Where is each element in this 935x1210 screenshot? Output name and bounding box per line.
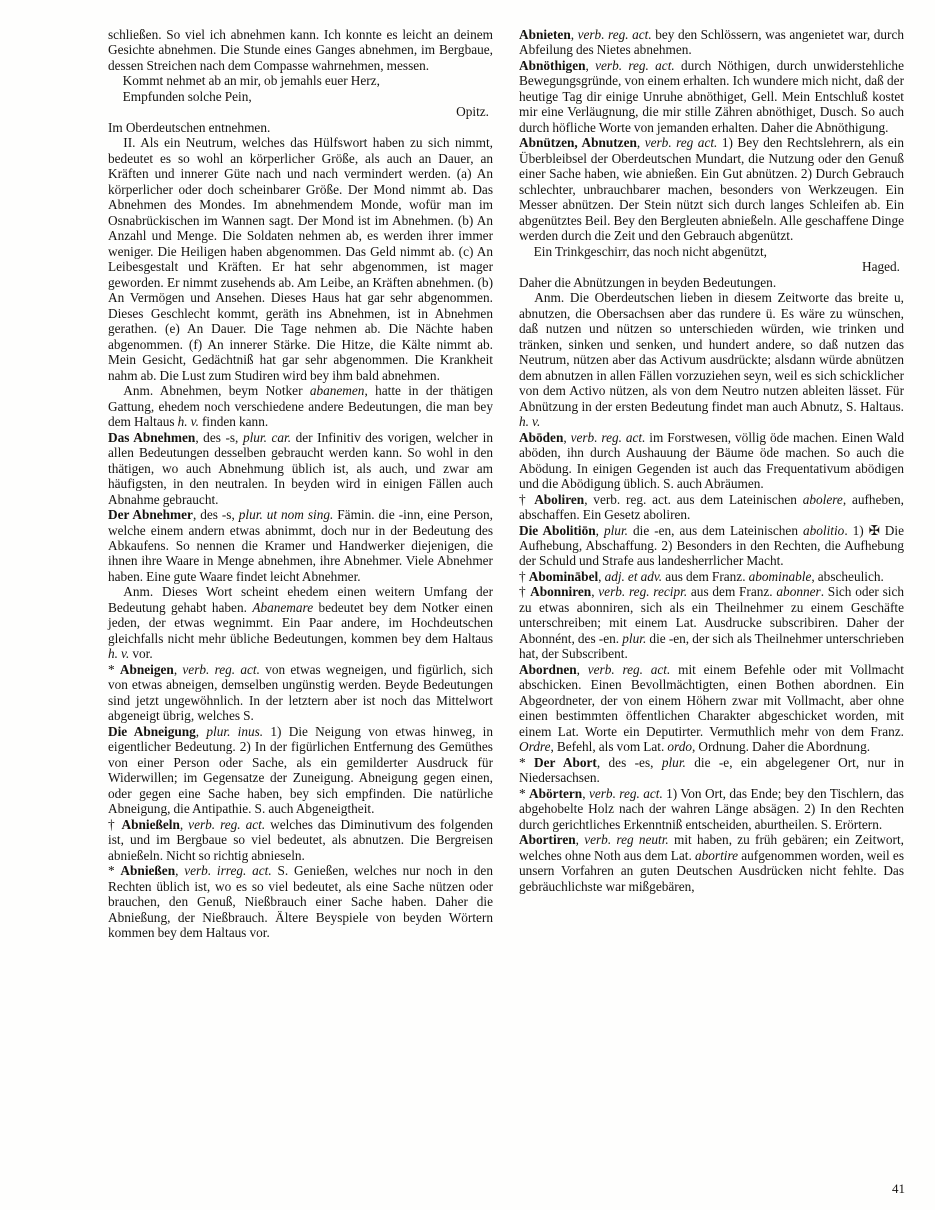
entry-aboeden: [519, 430, 904, 492]
text-run: verb. reg. act.: [587, 661, 671, 677]
text-run: verb. reg act.: [644, 135, 718, 151]
text-run: abolere: [802, 491, 843, 507]
text-run: II. Als ein Neutrum, welches das Hülfswort haben zu sich nimmt, bedeutet es so wohl an körperlicher Größe, als auch an Dauer, an Kräften und innerer Güte nach und nach vermindert werden. (a) An körperlicher oder doch scheinbarer Größe. Der Mond nimmt ab. Das Abnehmen des Mondes. Im abnehmendem Monde, wofür man im Osnabrückischen im Wannen sagt. Der Mond ist im Abnehmen. (b) An Anzahl und Menge. Die Soldaten nehmen ab, es werden ihrer immer weniger. Die Heiligen haben abgenommen. Das Geld nimmt ab. (c) An Leibesgestalt und Kräften. Er hat sehr abgenommen, ist mager geworden. Er nimmt zusehends ab. Am Leibe, an Kräften abnehmen. (b) An Vermögen und Ansehen. Dieses Haus hat gar sehr abgenommen. Dieses Geschlecht kommt, geräth ins Abnehmen, ist in Abnehmen gerathen. (e) An Dauer. Die Tage nehmen ab. Die Nächte haben abgenommen. (f) An innerer Stärke. Die Hitze, die Kälte nimmt ab. Mein Gesicht, Gedächtniß hat gar sehr abgenommen. Die Krankheit nahm ab. Die Lust zum Studiren wird bey ihm bald abnehmen.: [108, 135, 493, 383]
text-run: verb. reg. act.: [588, 785, 663, 801]
text-run: plur. car.: [242, 429, 292, 445]
text-run: im Forstwesen, völlig öde machen. Einen Wald aböden, ihn durch Aushauung der Bäume öde machen. So auch die Abödung. In einigen Gegenden ist auch das Frequentativum abödigen und die Abödigung üblich. S. auch Abräumen.: [519, 429, 904, 492]
text-run: finden kann.: [198, 414, 269, 430]
text-run: 1) Bey den Rechtslehrern, als ein Überbleibsel der Oberdeutschen Mundart, die Nutzung oder den Genuß einer Sache haben, wie abnießen. Ein Gut abnützen. 2) Durch Gebrauch schlechter, unbrauchbarer machen, besonders von Werkzeugen. Ein Messer abnützen. Der Stein nützt sich durch langes Schleifen ab. Ein abgenütztes Beil. Bey den Bergleuten abnießeln. Alle geschaffene Dinge werden durch die Zeit und den Gebrauch abgenützt.: [519, 135, 904, 244]
text-run: abanemen: [309, 383, 365, 399]
text-run: der Infinitiv des vorigen, welcher in allen Bedeutungen desselben gebraucht werden kann. So wohl in den thätigen, wo auch Abnehmung üblich ist, als auch, und zwar am häufigsten, in den neutralen. In beyden wird in einigen Fällen auch Abnahme gebraucht.: [108, 429, 493, 507]
text-run: die -en, aus dem Lateinischen: [628, 522, 803, 538]
text-run: 1) Die Neigung von etwas hinweg, in eigentlicher Bedeutung. 2) In der figürlichen Entfernung des Gemüthes von einer Person oder Sache, als ein gemilderter Ausdruck für Widerwillen; im Gegensatze der Zuneigung. Abneigung gegen einen, oder gegen eine Sache haben, bey sich empfinden. Die natürliche Abneigung, die Antipathie. S. auch Abgeneigtheit.: [108, 723, 493, 817]
continuation-paragraph: [108, 27, 493, 73]
text-run: Empfunden solche Pein,: [122, 88, 252, 104]
text-run: verb. irreg. act.: [184, 863, 272, 879]
text-run: verb. reg. act.: [182, 661, 260, 677]
headword: Abordnen: [519, 661, 577, 677]
text-run: ,: [591, 584, 599, 600]
text-run: *: [519, 785, 530, 801]
text-run: abominable: [748, 568, 812, 584]
text-run: , aufheben, abschaffen. Ein Gesetz aboliren.: [519, 491, 904, 523]
text-run: ,: [195, 723, 207, 739]
text-run: schließen. So viel ich abnehmen kann. Ich konnte es leicht an deinem Gesichte abnehmen. Die Stunde eines Ganges abnehmen, im Bergbaue, dessen Streichen nach dem Compasse wahrnehmen, messen.: [108, 27, 493, 73]
entry-abominabel: [519, 569, 904, 584]
entry-abniessen: [108, 863, 493, 940]
text-run: durch Nöthigen, durch unwiderstehliche Bewegungsgründe, von einem erhalten. Ich wundere mich nicht, daß der heutige Tag dir einige Unruhe abnöthiget, Gell. Mein Entschluß kostet mir eine Verläugnung, die mir stille Zähren abnöthiget, Dusch. So auch durch höfliche Worte von jemanden erhalten. Daher die Abnöthigung.: [519, 57, 904, 135]
text-run: plur. inus.: [206, 723, 264, 739]
text-run: ,: [598, 568, 605, 584]
headword: Der Abnehmer: [108, 507, 193, 523]
headword: Abōden: [519, 429, 564, 445]
text-run: bedeutet bey dem Notker einen jeden, der etwas wegnimmt. Ein Paar andere, im Hochdeutschen gleichfalls nicht mehr übliche Bedeutungen, kommen bey dem Haltaus: [108, 599, 493, 646]
verse-line: [108, 73, 493, 88]
text-run: †: [519, 491, 535, 507]
text-run: Daher die Abnützungen in beyden Bedeutungen.: [519, 274, 777, 290]
text-run: aus dem Franz.: [687, 584, 777, 600]
text-run: plur.: [603, 522, 628, 538]
text-run: , abscheulich.: [811, 568, 884, 584]
text-run: †: [108, 816, 122, 832]
text-run: bey den Schlössern, was angenietet war, durch Abfeilung des Nietes abnehmen.: [519, 27, 904, 58]
text-run: welches das Diminutivum des folgenden ist, und im Bergbaue so viel bedeutet, als abnutzen. Die Bergreisen abnießeln. Nicht so richtig abnieseln.: [108, 816, 493, 863]
text-run: verb. reg. act.: [595, 57, 675, 73]
text-run: 1) Von Ort, das Ende; bey den Tischlern, das abgehobelte Holz nach der wahren Länge absägen. 2) In den Rechten durch gerichtliches Erkenntniß entscheiden, aburtheilen. S. Erörtern.: [519, 785, 904, 832]
headword: Abnöthigen: [519, 57, 586, 73]
headword: Aboliren: [534, 491, 585, 507]
headword: Der Abort: [534, 754, 597, 770]
text-run: ,: [582, 785, 589, 801]
text-run: h. v.: [519, 414, 541, 430]
verse-attribution: [108, 104, 493, 119]
text-run: . 1) ✠ Die Aufhebung, Abschaffung. 2) Besonders in den Rechten, die Aufhebung der Schuld und Strafe aus landesherrlicher Macht.: [519, 522, 904, 569]
entry-abortiren: [519, 832, 904, 894]
body-paragraph: [519, 275, 904, 290]
text-run: , Befehl, als vom Lat.: [550, 739, 668, 755]
text-run: mit einem Befehle oder mit Vollmacht abschicken. Einen Bevollmächtigten, einen Bothen abordnen. Ein Abgeordneter, der von einem Höhern zwar mit Vollmacht, aber ohne einen bestimmten öffentlichen Charakter abgeschicket worden, mit einem Lat. Worte ein Deputirter. Vermuthlich mehr von dem Franz.: [519, 661, 904, 739]
remark-paragraph: [519, 290, 904, 429]
page-number: 41: [892, 1181, 905, 1196]
text-run: *: [108, 661, 120, 677]
remark-paragraph: [108, 584, 493, 661]
text-run: ,: [175, 863, 185, 879]
text-run: Anm. Abnehmen, beym Notker: [123, 383, 310, 399]
text-run: ,: [576, 661, 588, 677]
entry-aboliren: [519, 492, 904, 523]
text-run: ,: [575, 832, 585, 848]
text-run: ordo: [667, 739, 692, 755]
verse-line: [108, 89, 493, 104]
text-run: von etwas wegneigen, und figürlich, sich von etwas abneigen, demselben ungünstig werden. Beyde Bedeutungen sind jetzt ungewöhnlich. In der letztern aber ist noch das Mittelwort abgeneigt übrig, welches S.: [108, 661, 493, 724]
text-run: , des -s,: [192, 507, 239, 523]
text-run: Abanemare: [252, 599, 314, 615]
text-run: h. v.: [177, 414, 199, 430]
text-run: , hatte in der thätigen Gattung, ehedem noch verschiedene andere Bedeutungen, die man bey dem Haltaus: [108, 383, 493, 430]
text-run: ,: [570, 27, 578, 42]
text-run: Opitz.: [456, 104, 490, 120]
text-run: Anm. Die Oberdeutschen lieben in diesem Zeitworte das breite u, abnutzen, die Obersachsen aber das rundere ü. Es wäre zu wünschen, daß nutzen und nützen so unterschieden würden, wie trinken und tränken, sinken und senken, und hundert andere, so daß nutzen das Neutrum, nützen aber das Activum ausdrückte; alsdann würde abnützen dem abnutzen in allen Fällen vorzuziehen seyn, weil es sich schicklicher von dem Activo nützen, als von dem Neutro nutzen ableiten lässet. Für Abnützung in der ersten Bedeutung findet man auch Abnutz, S. Haltaus.: [519, 290, 904, 414]
headword: Abnützen, Abnutzen: [519, 135, 637, 151]
text-run: Ein Trinkgeschirr, das noch nicht abgenützt,: [533, 243, 768, 259]
entry-die-abolition: [519, 523, 904, 569]
text-run: *: [519, 754, 535, 770]
headword: Abominābel: [528, 568, 599, 584]
headword: Abnießen: [120, 863, 176, 879]
entry-abnieten: [519, 27, 904, 58]
text-run: verb. reg. recipr.: [598, 584, 688, 600]
text-columns: [108, 27, 905, 941]
text-run: ,: [179, 816, 189, 832]
text-run: plur. ut nom sing.: [238, 507, 334, 523]
body-paragraph: [108, 135, 493, 383]
headword: Abortiren: [519, 832, 576, 848]
text-run: abonner: [776, 584, 821, 600]
headword: Abnieten: [519, 27, 571, 42]
text-run: . Sich oder sich zu etwas abonniren, sich als ein Theilnehmer zu einem Geschäfte unterschreiben; mit einem Lat. Ausdrucke subscribiren. Daher der Abonnént, des -en.: [519, 584, 904, 646]
entry-abnuetzen: [519, 135, 904, 243]
text-run: mit haben, zu früh gebären; ein Zeitwort, welches ohne Noth aus dem Lat.: [519, 832, 905, 863]
text-run: abortire: [694, 847, 739, 863]
text-run: verb. reg neutr.: [584, 832, 669, 848]
entry-der-abnehmer: [108, 507, 493, 584]
text-run: ,: [636, 135, 645, 151]
headword: Abneigen: [119, 661, 174, 677]
text-run: †: [519, 584, 531, 600]
text-run: , des -s,: [195, 429, 243, 445]
text-run: verb. reg. act.: [577, 27, 652, 42]
entry-aboertern: [519, 786, 904, 832]
text-run: ,: [585, 57, 596, 73]
entry-die-abneigung: [108, 724, 493, 817]
text-run: adj. et adv.: [604, 568, 663, 584]
entry-abordnen: [519, 662, 904, 755]
headword: Abörtern: [529, 785, 583, 801]
text-run: , des -es,: [596, 754, 662, 770]
verse-attribution: [519, 259, 904, 274]
text-run: verb. reg. act.: [570, 429, 646, 445]
left-column: [108, 27, 493, 941]
text-run: ,: [563, 429, 571, 445]
entry-der-abort: [519, 755, 904, 786]
text-run: S. Genießen, welches nur noch in den Rechten üblich ist, wo es so viel bedeutet, als eine Sache nützen oder brauchen, den Genuß, Nießbrauch einer Sache haben. Daher die Abnießung, der Nießbrauch. Ältere Beyspiele von beyden Wörtern kommen bey dem Haltaus vor.: [108, 863, 493, 941]
text-run: ,: [173, 661, 183, 677]
text-run: Im Oberdeutschen entnehmen.: [108, 119, 271, 135]
headword: Die Abolitiōn: [519, 522, 596, 538]
text-run: aufgenommen worden, weil es unsern Vorfahren an guten Deutschen Ausdrücken nicht fehlte. Das gebräuchlichste war mißgebären,: [519, 847, 905, 894]
headword: Abnießeln: [121, 816, 180, 832]
text-run: plur.: [622, 630, 647, 646]
entry-abniesseln: [108, 817, 493, 863]
text-run: die -en, der sich als Theilnehmer unterschrieben hat, der Subscribent.: [519, 630, 904, 662]
text-run: , Ordnung. Daher die Abordnung.: [692, 739, 871, 755]
text-run: Anm. Dieses Wort scheint ehedem einen weitern Umfang der Bedeutung gehabt haben.: [108, 584, 493, 615]
text-run: , verb. reg. act. aus dem Lateinischen: [584, 491, 803, 507]
body-paragraph: [108, 120, 493, 135]
entry-abneigen: [108, 662, 493, 724]
entry-abnoethigen: [519, 58, 904, 135]
text-run: Ordre: [519, 739, 551, 755]
headword: Das Abnehmen: [108, 429, 196, 445]
text-run: *: [108, 863, 121, 879]
entry-das-abnehmen: [108, 430, 493, 507]
text-run: verb. reg. act.: [188, 816, 266, 832]
text-run: Kommt nehmet ab an mir, ob jemahls euer Herz,: [122, 73, 380, 89]
text-run: Fämin. die -inn, eine Person, welche einem andern etwas abnimmt, doch nur in der Bedeutung des Abkaufens. So nennen die Kramer und Handwerker diejenigen, die ihnen ihre Waare in Menge abnehmen, ihre Abnehmer. Viele Abnehmer haben. Eine gute Waare findet leicht Abnehmer.: [108, 507, 493, 584]
right-column: [519, 27, 904, 941]
text-run: Haged.: [861, 259, 901, 275]
text-run: h. v.: [108, 646, 130, 662]
entry-abonniren: [519, 584, 904, 661]
verse-line: [519, 244, 904, 259]
headword: Die Abneigung: [108, 723, 196, 739]
text-run: plur.: [661, 754, 686, 770]
text-run: vor.: [129, 646, 153, 662]
text-run: abolitio: [802, 522, 845, 538]
text-run: †: [519, 568, 529, 584]
remark-paragraph: [108, 383, 493, 429]
text-run: aus dem Franz.: [662, 568, 749, 584]
text-run: ,: [595, 522, 604, 538]
headword: Abonniren: [530, 584, 592, 600]
text-run: die -e, ein abgelegener Ort, nur in Niedersachsen.: [519, 754, 904, 786]
